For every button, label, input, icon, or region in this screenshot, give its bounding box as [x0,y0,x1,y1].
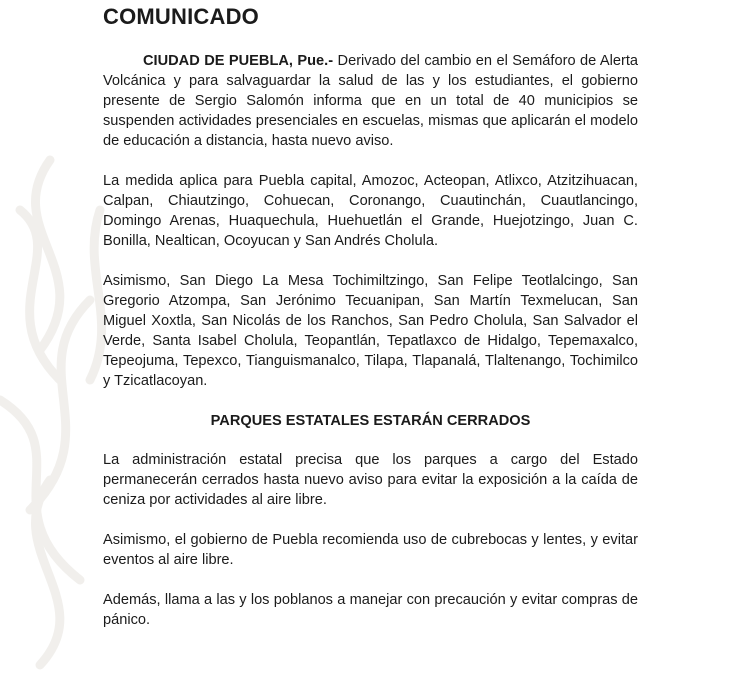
municipalities-paragraph-1: La medida aplica para Puebla capital, Amozoc, Acteopan, Atlixco, Atzitzihuacan, Calpan, Chiautzingo, Cohuecan, Coronango, Cuautinchán, Cuautlancingo, Domingo Arenas, Huaquechula, Huehuetlán el Grande, Huejotzingo, Juan C. Bonilla, Nealtican, Ocoyucan y San Andrés Cholula. [103,173,638,249]
parks-paragraph: La administración estatal precisa que los parques a cargo del Estado permanecerán cerrados hasta nuevo aviso para evitar la exposición a la caída de ceniza por actividades al aire libre. [103,452,638,508]
document-title: COMUNICADO [103,4,259,29]
watermark-emblem [0,150,120,670]
municipalities-paragraph-2: Asimismo, San Diego La Mesa Tochimiltzingo, San Felipe Teotlalcingo, San Gregorio Atzompa, San Jerónimo Tecuanipan, San Martín Texmelucan, San Miguel Xoxtla, San Nicolás de los Ranchos, San Pedro Cholula, San Salvador el Verde, Santa Isabel Cholula, Teopantlán, Tepatlaxco de Hidalgo, Tepemaxalco, Tepeojuma, Tepexco, Tianguismanalco, Tilapa, Tlapanalá, Tlaltenango, Tochimilco y Tzicatlacoyan. [103,273,638,389]
intro-paragraph [103,51,638,151]
caution-paragraph: Además, llama a las y los poblanos a manejar con precaución y evitar compras de pánico. [103,592,638,628]
communique-document [103,0,638,630]
section-subtitle: PARQUES ESTATALES ESTARÁN CERRADOS [210,413,531,429]
recommendation-paragraph: Asimismo, el gobierno de Puebla recomienda uso de cubrebocas y lentes, y evitar eventos al aire libre. [103,532,638,568]
dateline-place: CIUDAD DE PUEBLA, Pue.- [143,53,334,69]
intro-text: Derivado del cambio en el Semáforo de Alerta Volcánica y para salvaguardar la salud de las y los estudiantes, el gobierno presente de Sergio Salomón informa que en un total de 40 municipios se suspenden actividades presenciales en escuelas, mismas que aplicarán el modelo de educación a distancia, hasta nuevo aviso. [103,53,638,149]
